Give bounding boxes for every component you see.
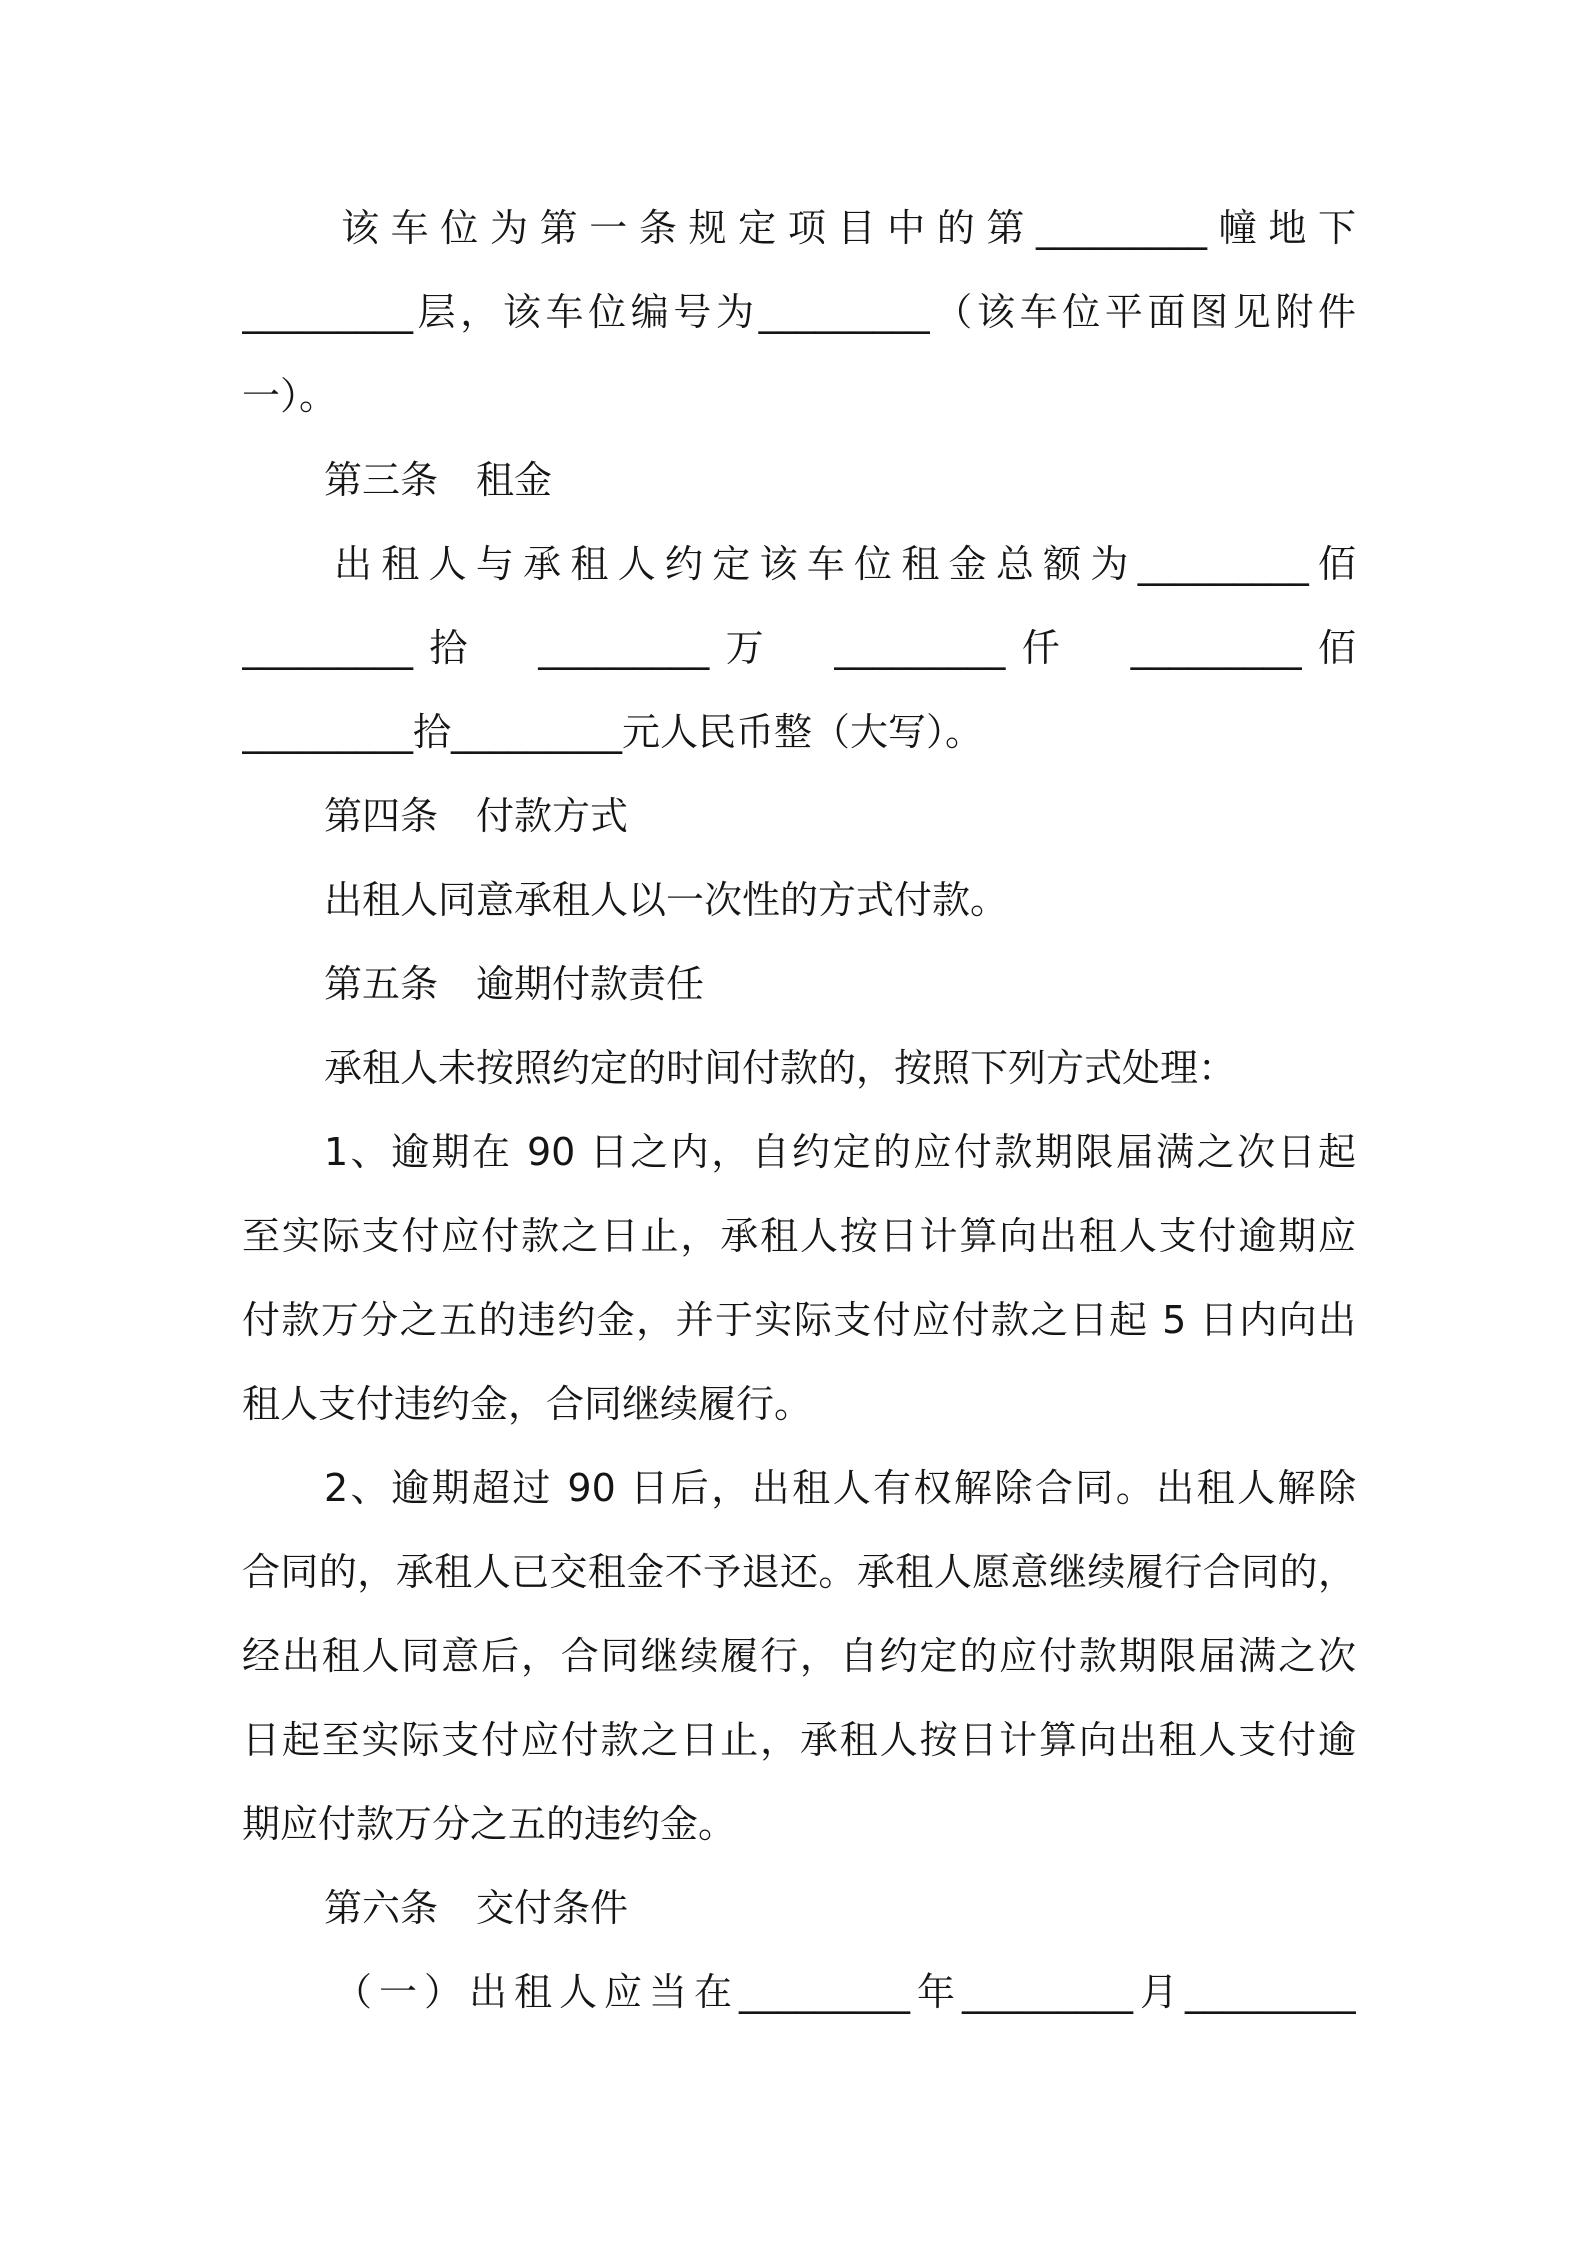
article-heading: 第三条 租金 <box>324 458 553 502</box>
article-heading: 第六条 交付条件 <box>324 1886 629 1930</box>
paragraph-line: _________拾 _________万 _________仟 _________佰 <box>242 626 1356 670</box>
paragraph-line: 承租人未按照约定的时间付款的，按照下列方式处理： <box>324 1046 1237 1090</box>
paragraph-line: 一）。 <box>242 374 338 418</box>
paragraph-line: 出租人同意承租人以一次性的方式付款。 <box>324 878 1009 922</box>
paragraph-line: 期应付款万分之五的违约金。 <box>242 1802 737 1846</box>
document-body <box>242 186 1356 2034</box>
paragraph-line: 合同的，承租人已交租金不予退还。承租人愿意继续履行合同的， <box>242 1550 1356 1594</box>
paragraph-line: 经出租人同意后，合同继续履行，自约定的应付款期限届满之次 <box>242 1634 1356 1678</box>
paragraph-line: 该车位为第一条规定项目中的第_________幢地下 <box>341 206 1356 250</box>
paragraph-line: （一）出租人应当在_________年_________月_________ <box>334 1970 1356 2014</box>
paragraph-line: _________层，该车位编号为_________（该车位平面图见附件 <box>242 290 1356 334</box>
paragraph-line: _________拾_________元人民币整（大写）。 <box>242 710 984 754</box>
paragraph-line: 付款万分之五的违约金，并于实际支付应付款之日起 5 日内向出 <box>242 1298 1356 1342</box>
paragraph-line: 租人支付违约金，合同继续履行。 <box>242 1382 813 1426</box>
paragraph-line: 至实际支付应付款之日止，承租人按日计算向出租人支付逾期应 <box>242 1214 1356 1258</box>
paragraph-line: 日起至实际支付应付款之日止，承租人按日计算向出租人支付逾 <box>242 1718 1356 1762</box>
paragraph-line: 2、逾期超过 90 日后，出租人有权解除合同。出租人解除 <box>324 1466 1356 1510</box>
paragraph-line: 出租人与承租人约定该车位租金总额为_________佰 <box>334 542 1356 586</box>
article-heading: 第五条 逾期付款责任 <box>324 962 705 1006</box>
paragraph-line: 1、逾期在 90 日之内，自约定的应付款期限届满之次日起 <box>324 1130 1356 1174</box>
article-heading: 第四条 付款方式 <box>324 794 629 838</box>
